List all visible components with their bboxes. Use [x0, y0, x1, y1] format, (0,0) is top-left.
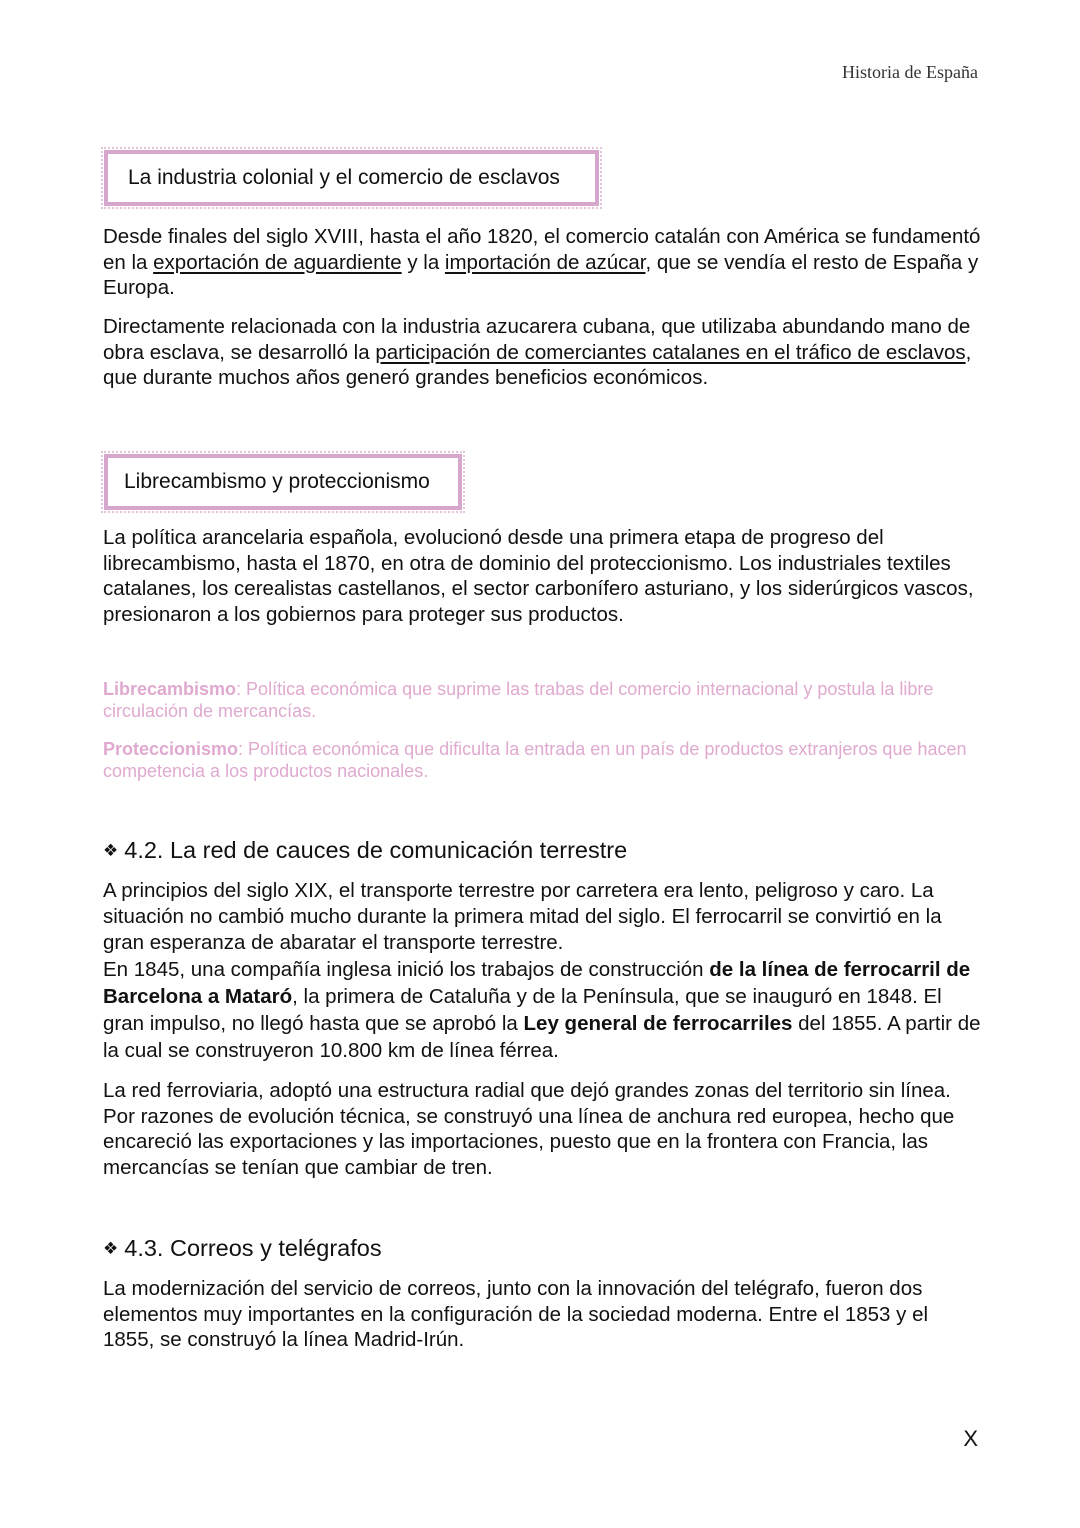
bold-mataro-line: de la línea de ferrocarril de Barcelona a Mataró: [103, 958, 971, 1008]
paragraph-tariff-policy: La política arancelaria española, evolucionó desde una primera etapa de progreso del librecambismo, hasta el 1870, en otra de dominio del proteccionismo. Los industriales textiles catalanes, los cerealistas castellanos, el sector carbonífero asturiano, y los siderúrgicos vascos, presionaron a los gobiernos para proteger sus productos.: [103, 526, 974, 626]
underlined-slave-trade: participación de comerciantes catalanes en el tráfico de esclavos: [375, 340, 966, 364]
section-heading-4-2: ❖ 4.2. La red de cauces de comunicación terrestre: [103, 837, 628, 863]
page-header-title: Historia de España: [842, 62, 978, 82]
underlined-aguardiente: exportación de aguardiente: [153, 250, 402, 274]
section-heading-4-3: ❖ 4.3. Correos y telégrafos: [103, 1235, 382, 1261]
paragraph-radial-network: La red ferroviaria, adoptó una estructura radial que dejó grandes zonas del territorio sin línea. Por razones de evolución técnica, se construyó una línea de anchura red europea, hecho que encareció las exportaciones y las importaciones, puesto que en la frontera con Francia, las mercancías se tenían que cambiar de tren.: [103, 1079, 955, 1179]
paragraph-slave-trade: Directamente relacionada con la industria azucarera cubana, que utilizaba abundando mano de obra esclava, se desarrolló la participación de comerciantes catalanes en el tráfico de esclavos, que durante muchos años generó grandes beneficios económicos.: [103, 315, 972, 389]
section-box-free-trade: [104, 454, 462, 510]
definition-proteccionismo: Proteccionismo: Política económica que dificulta la entrada en un país de productos extranjeros que hacen competencia a los productos nacionales.: [103, 739, 967, 781]
box-label: La industria colonial y el comercio de esclavos: [128, 166, 560, 189]
paragraph-railway-mataro: En 1845, una compañía inglesa inició los trabajos de construcción de la línea de ferrocarril de Barcelona a Mataró, la primera de Cataluña y de la Península, que se inauguró en 1848. El gran impulso, no llegó hasta que se aprobó la Ley general de ferrocarriles del 1855. A partir de la cual se construyeron 10.800 km de línea férrea.: [103, 958, 981, 1062]
definition-librecambismo: Librecambismo: Política económica que suprime las trabas del comercio internacional y postula la libre circulación de mercancías.: [103, 679, 934, 721]
underlined-azucar: importación de azúcar: [444, 250, 646, 274]
paragraph-colonial-trade: Desde finales del siglo XVIII, hasta el año 1820, el comercio catalán con América se fundamentó en la exportación de aguardiente y la importación de azúcar, que se vendía el resto de España y Europa.: [103, 225, 981, 299]
box-label: Librecambismo y proteccionismo: [124, 470, 430, 493]
definition-term: Proteccionismo: [103, 739, 239, 759]
diamond-bullet-icon: ❖: [103, 841, 119, 860]
page-number: X: [963, 1426, 978, 1451]
paragraph-land-transport: A principios del siglo XIX, el transporte terrestre por carretera era lento, peligroso y caro. La situación no cambió mucho durante la primera mitad del siglo. El ferrocarril se convirtió en la gran esperanza de abaratar el transporte terrestre.: [103, 879, 942, 954]
bold-railway-law: Ley general de ferrocarriles: [523, 1012, 793, 1035]
paragraph-post-telegraph: La modernización del servicio de correos, junto con la innovación del telégrafo, fueron dos elementos muy importantes en la configuración de la sociedad moderna. Entre el 1853 y el 1855, se construyó la línea Madrid-Irún.: [103, 1277, 929, 1351]
diamond-bullet-icon: ❖: [103, 1239, 119, 1258]
section-box-colonial-industry: [104, 150, 599, 206]
definition-term: Librecambismo: [103, 679, 237, 699]
